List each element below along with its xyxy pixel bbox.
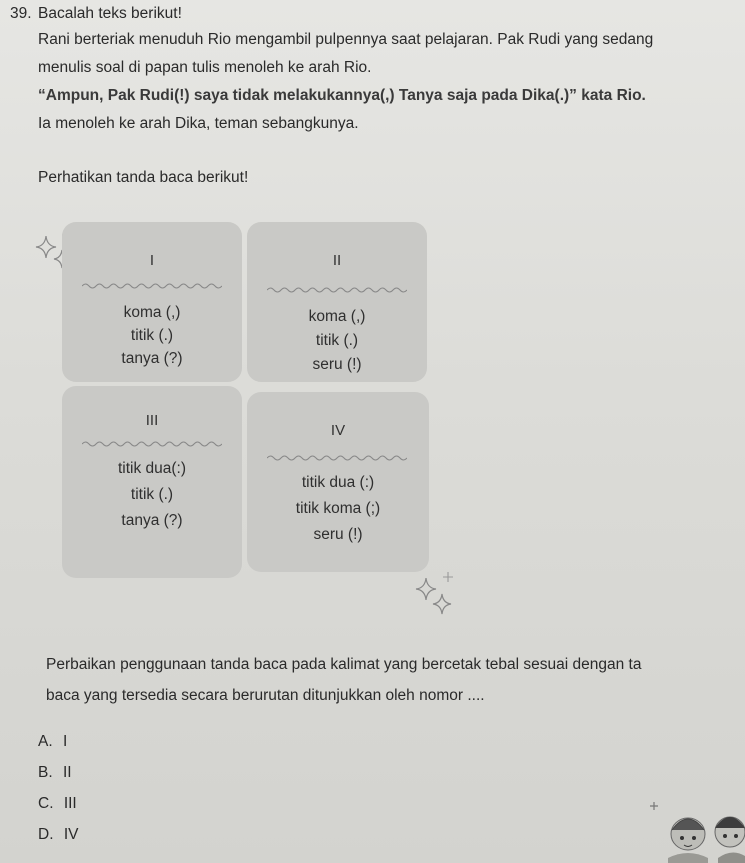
- box-label: III: [145, 412, 159, 429]
- box-label: IV: [330, 422, 346, 439]
- option-letter: C.: [38, 795, 54, 812]
- punctuation-box-4: [247, 392, 429, 572]
- box-item: titik (.): [130, 486, 174, 503]
- sparkle-icon: [412, 570, 460, 622]
- paragraph-line-1: Rani berteriak menuduh Rio mengambil pulpennya saat pelajaran. Pak Rudi yang sedang: [38, 31, 654, 48]
- box-item: koma (,): [123, 304, 181, 321]
- option-letter: B.: [38, 764, 53, 781]
- box-item: titik dua (:): [301, 474, 375, 491]
- wavy-divider: [82, 282, 222, 290]
- box-label: II: [332, 252, 342, 269]
- box-item: seru (!): [312, 356, 362, 373]
- box-item: titik dua(:): [117, 460, 187, 477]
- box-item: titik (.): [315, 332, 359, 349]
- paragraph-line-4: Ia menoleh ke arah Dika, teman sebangkunya.: [38, 115, 359, 132]
- wavy-divider: [267, 454, 407, 462]
- question-line-1: Perbaikan penggunaan tanda baca pada kalimat yang bercetak tebal sesuai dengan ta: [46, 656, 642, 673]
- box-item: tanya (?): [121, 512, 183, 529]
- punctuation-box-1: [62, 222, 242, 382]
- option-letter: A.: [38, 733, 53, 750]
- option-a[interactable]: [38, 732, 67, 752]
- option-value: III: [63, 795, 77, 812]
- option-d[interactable]: [38, 825, 78, 845]
- question-title: Bacalah teks berikut!: [38, 5, 182, 22]
- children-illustration-icon: [648, 798, 745, 863]
- box-item: koma (,): [308, 308, 366, 325]
- box-item: titik (.): [130, 327, 174, 344]
- option-value: IV: [63, 826, 79, 843]
- option-value: I: [62, 733, 68, 750]
- option-c[interactable]: [38, 794, 77, 814]
- box-item: seru (!): [313, 526, 363, 543]
- option-b[interactable]: [38, 763, 72, 783]
- option-value: II: [62, 764, 72, 781]
- instruction-text: Perhatikan tanda baca berikut!: [38, 169, 249, 186]
- punctuation-box-2: [247, 222, 427, 382]
- question-line-2: baca yang tersedia secara berurutan ditunjukkan oleh nomor ....: [46, 687, 485, 704]
- wavy-divider: [267, 286, 407, 294]
- paragraph-line-2: menulis soal di papan tulis menoleh ke arah Rio.: [38, 59, 372, 76]
- wavy-divider: [82, 440, 222, 448]
- question-number: 39.: [10, 5, 32, 22]
- box-item: titik koma (;): [295, 500, 381, 517]
- box-label: I: [149, 252, 155, 269]
- paragraph-line-3-bold: “Ampun, Pak Rudi(!) saya tidak melakukannya(,) Tanya saja pada Dika(.)” kata Rio.: [38, 87, 646, 104]
- option-letter: D.: [38, 826, 54, 843]
- punctuation-box-3: [62, 386, 242, 578]
- box-item: tanya (?): [121, 350, 183, 367]
